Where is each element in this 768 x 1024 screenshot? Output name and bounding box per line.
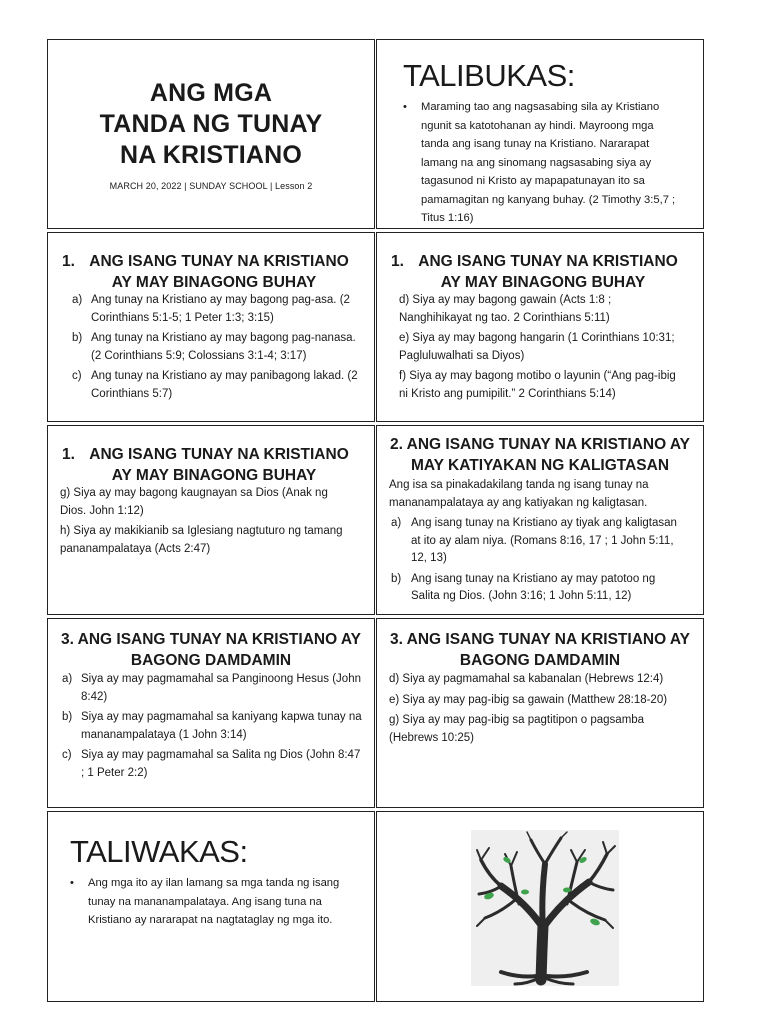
list-item: e) Siya ay may bagong hangarin (1 Corinthians 10:31; Pagluluwalhati sa Diyos) bbox=[399, 332, 675, 362]
item-text: Siya ay may pagmamahal sa Salita ng Dios (John 8:47 ; 1 Peter 2:2) bbox=[81, 749, 361, 779]
list-item: d) Siya ay may bagong gawain (Acts 1:8 ; Nanghihikayat ng tao. 2 Corinthians 5:11) bbox=[399, 294, 612, 324]
section1b-heading-line2: AY MAY BINAGONG BUHAY bbox=[440, 274, 646, 291]
item-label: c) bbox=[72, 370, 82, 382]
section1a-heading-line1: ANG ISANG TUNAY NA KRISTIANO bbox=[89, 253, 349, 270]
list-item: g) Siya ay may bagong kaugnayan sa Dios (Anak ng Dios. John 1:12) bbox=[60, 487, 328, 517]
intro-bullet bbox=[395, 98, 677, 228]
page-title-line3: NA KRISTIANO bbox=[119, 141, 303, 169]
item-label: a) bbox=[62, 673, 73, 685]
section3a-list bbox=[50, 671, 366, 785]
list-item: d) Siya ay pagmamahal sa kabanalan (Hebrews 12:4) bbox=[389, 673, 664, 685]
intro-bullet-text: Maraming tao ang nagsasabing sila ay Kristiano ngunit sa katotohanan ay hindi. Mayroong mga tanda ang isang tunay na Kristiano. Nararapat lamang na ang sinomang nagsasabing siya ay tagasunod ni Kristo ay mapapatunayan ito sa pamamagitan ng kanyang buhay. (2 Timothy 3:5,7 ; Titus 1:16) bbox=[421, 101, 676, 224]
tree-icon bbox=[471, 830, 619, 986]
section3b-heading bbox=[381, 629, 699, 671]
title-card bbox=[47, 39, 375, 229]
bullet-dot-icon: • bbox=[70, 877, 74, 889]
item-text: Ang isang tunay na Kristiano ay tiyak ang kaligtasan at ito ay alam niya. (Romans 8:16, 17 ; 1 John 5:11, 12, 13) bbox=[411, 517, 677, 564]
section1a-list bbox=[60, 292, 364, 406]
section1a-number: 1. bbox=[62, 253, 75, 270]
intro-heading: TALIBUKAS: bbox=[403, 58, 575, 93]
closing-bullet bbox=[62, 874, 344, 930]
section1-card-c bbox=[47, 425, 375, 615]
section3b-list bbox=[389, 671, 673, 750]
section1a-heading-line2: AY MAY BINAGONG BUHAY bbox=[111, 274, 317, 291]
section3-card-b bbox=[376, 618, 704, 808]
list-item bbox=[60, 330, 364, 365]
section2-body bbox=[389, 477, 685, 609]
list-item bbox=[389, 571, 685, 606]
closing-heading: TALIWAKAS: bbox=[70, 834, 248, 869]
section1a-heading bbox=[62, 251, 366, 293]
closing-bullet-text: Ang mga ito ay ilan lamang sa mga tanda ng isang tunay na mananampalataya. Ang isang tuna na Kristiano ay nararapat na nagtataglay ng mga ito. bbox=[88, 877, 340, 926]
item-text: Siya ay may pagmamahal sa Panginoong Hesus (John 8:42) bbox=[81, 673, 361, 703]
section1-card-b bbox=[376, 232, 704, 422]
page-title-line1: ANG MGA bbox=[149, 79, 273, 107]
list-item: f) Siya ay may bagong motibo o layunin (“Ang pag-ibig ni Kristo ang pumipilit.” 2 Corinthians 5:14) bbox=[399, 370, 676, 400]
section3-card-a bbox=[47, 618, 375, 808]
section1c-list bbox=[60, 485, 344, 561]
section3b-heading-line2: BAGONG DAMDAMIN bbox=[459, 652, 621, 669]
item-text: Ang tunay na Kristiano ay may bagong pag-asa. (2 Corinthians 5:1-5; 1 Peter 1:3; 3:15) bbox=[91, 294, 350, 324]
section1c-number: 1. bbox=[62, 446, 75, 463]
page-title-line2: TANDA NG TUNAY bbox=[99, 110, 323, 138]
section1b-list bbox=[399, 292, 685, 406]
item-text: Ang tunay na Kristiano ay may panibagong lakad. (2 Corinthians 5:7) bbox=[91, 370, 358, 400]
section3a-heading-line2: BAGONG DAMDAMIN bbox=[130, 652, 292, 669]
item-text: Ang tunay na Kristiano ay may bagong pag-nanasa. (2 Corinthians 5:9; Colossians 3:1-4; 3:17) bbox=[91, 332, 356, 362]
item-text: Siya ay may pagmamahal sa kaniyang kapwa tunay na mananampalataya (1 John 3:14) bbox=[81, 711, 362, 741]
image-card bbox=[376, 811, 704, 1002]
item-label: c) bbox=[62, 749, 72, 761]
item-label: a) bbox=[391, 517, 402, 529]
list-item bbox=[60, 368, 364, 403]
item-label: a) bbox=[72, 294, 83, 306]
section3a-heading bbox=[52, 629, 370, 671]
list-item bbox=[60, 292, 364, 327]
section1c-heading-line2: AY MAY BINAGONG BUHAY bbox=[111, 467, 317, 484]
bullet-dot-icon: • bbox=[403, 101, 407, 113]
list-item bbox=[50, 709, 366, 744]
section3a-heading-line1: 3. ANG ISANG TUNAY NA KRISTIANO AY bbox=[60, 631, 361, 648]
list-item: e) Siya ay may pag-ibig sa gawain (Matthew 28:18-20) bbox=[389, 693, 668, 706]
section2-heading bbox=[383, 434, 697, 476]
section3b-heading-line1: 3. ANG ISANG TUNAY NA KRISTIANO AY bbox=[389, 631, 690, 648]
list-item bbox=[389, 515, 685, 568]
section1c-heading-line1: ANG ISANG TUNAY NA KRISTIANO bbox=[89, 446, 349, 463]
list-item bbox=[50, 747, 366, 782]
item-label: b) bbox=[391, 572, 402, 585]
item-text: Ang isang tunay na Kristiano ay may patotoo ng Salita ng Dios. (John 3:16; 1 John 5:11, 12) bbox=[411, 572, 656, 602]
section2-intro: Ang isa sa pinakadakilang tanda ng isang tunay na mananampalataya ay ang katiyakan ng kaligtasan. bbox=[389, 479, 649, 509]
section2-card bbox=[376, 425, 704, 615]
item-label: b) bbox=[62, 711, 73, 723]
intro-card bbox=[376, 39, 704, 229]
section1b-heading-line1: ANG ISANG TUNAY NA KRISTIANO bbox=[418, 253, 678, 270]
tree-illustration bbox=[471, 830, 619, 986]
section1c-heading bbox=[62, 444, 366, 486]
list-item: g) Siya ay may pag-ibig sa pagtitipon o pagsamba (Hebrews 10:25) bbox=[389, 714, 645, 744]
section2-heading-line1: 2. ANG ISANG TUNAY NA KRISTIANO AY bbox=[389, 436, 690, 453]
item-label: b) bbox=[72, 332, 83, 344]
section1b-number: 1. bbox=[391, 253, 404, 270]
section1b-heading bbox=[391, 251, 695, 293]
closing-card bbox=[47, 811, 375, 1002]
page-subtitle: MARCH 20, 2022 | SUNDAY SCHOOL | Lesson 2 bbox=[109, 181, 313, 191]
section1-card-a bbox=[47, 232, 375, 422]
list-item: h) Siya ay makikianib sa Iglesiang nagtuturo ng tamang pananampalataya (Acts 2:47) bbox=[60, 525, 343, 555]
section2-heading-line2: MAY KATIYAKAN NG KALIGTASAN bbox=[410, 457, 670, 474]
list-item bbox=[50, 671, 366, 706]
